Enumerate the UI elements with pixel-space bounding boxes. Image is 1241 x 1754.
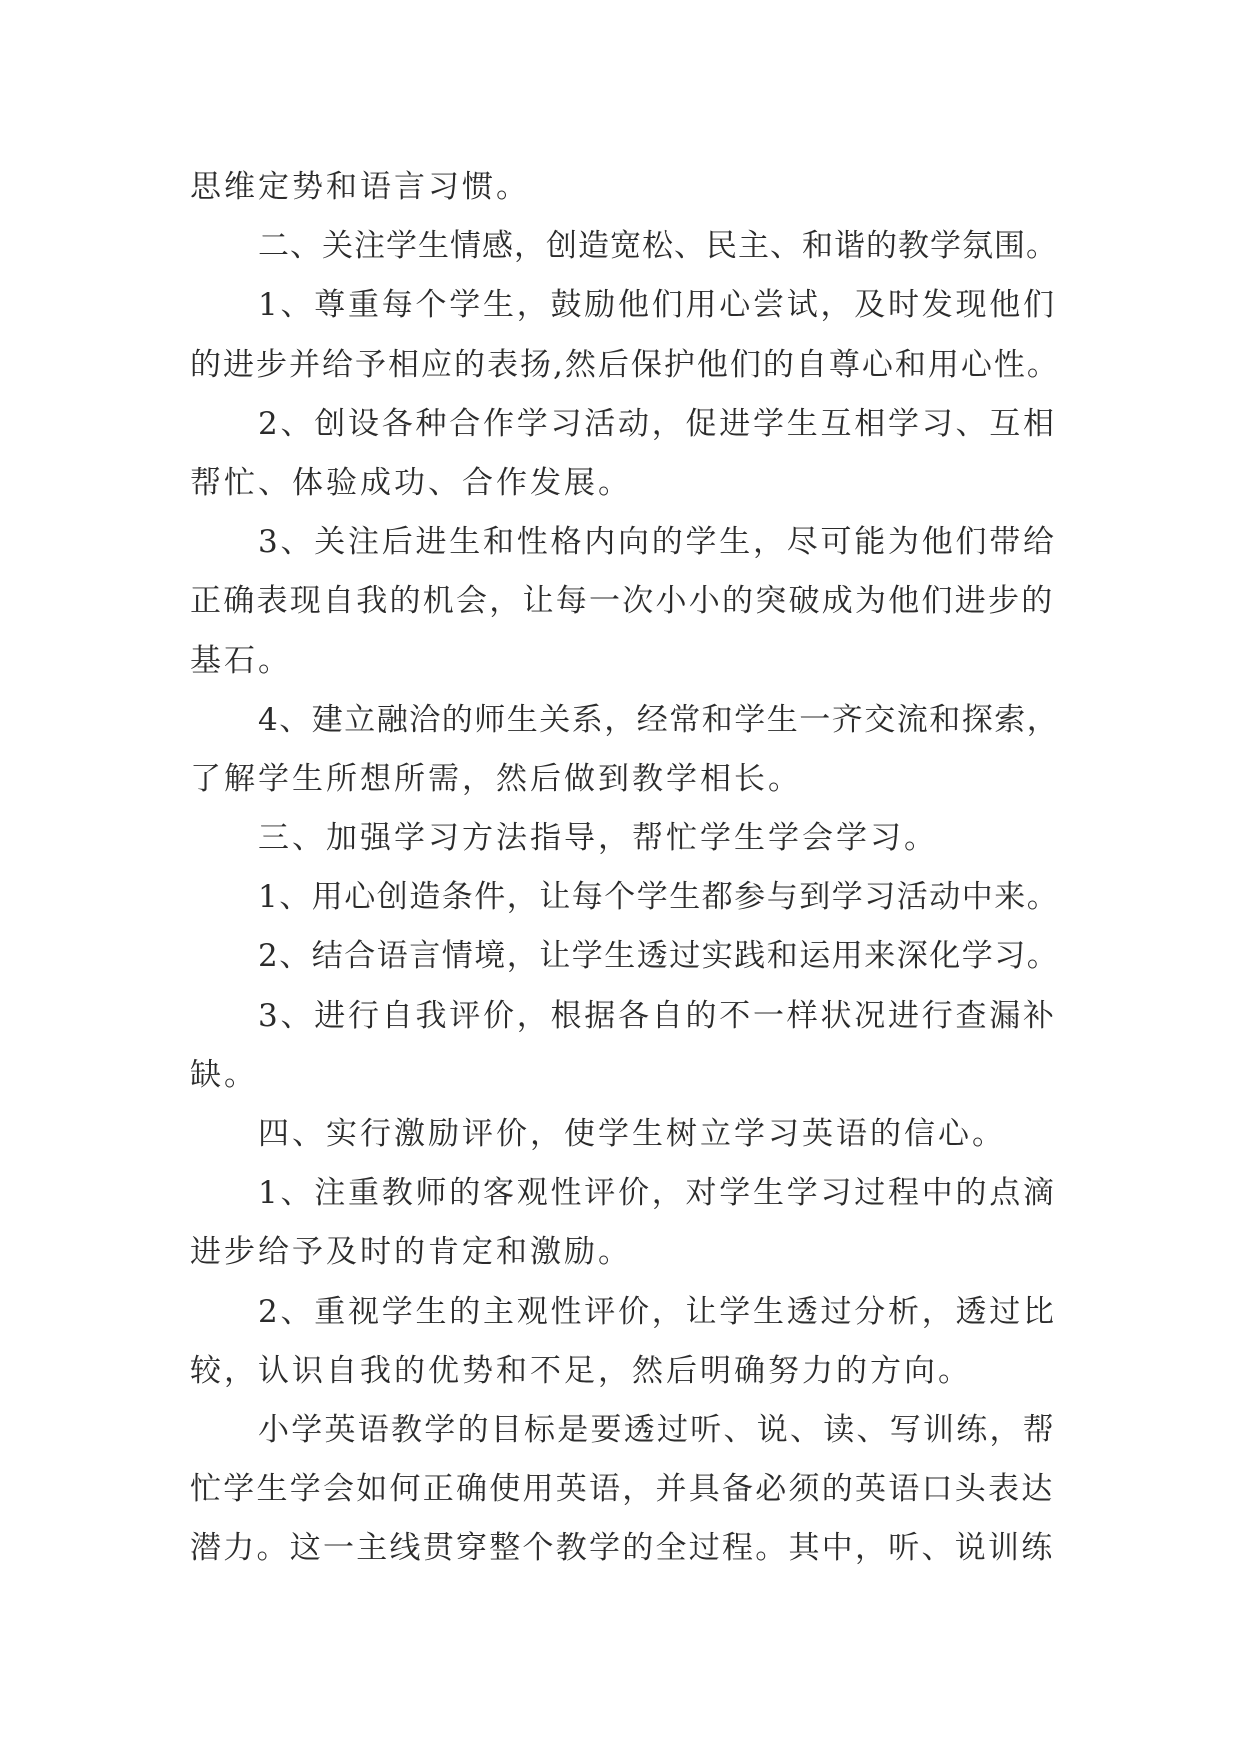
text-line: 进步给予及时的肯定和激励。: [190, 1234, 632, 1271]
text-line: 较，认识自我的优势和不足，然后明确努力的方向。: [190, 1352, 972, 1389]
text-line: 3、关注后进生和性格内向的学生，尽可能为他们带给: [258, 524, 1057, 561]
text-line: 的进步并给予相应的表扬,然后保护他们的自尊心和用心性。: [190, 346, 1060, 383]
text-line: 1、注重教师的客观性评价，对学生学习过程中的点滴: [258, 1175, 1057, 1212]
text-line: 小学英语教学的目标是要透过听、说、读、写训练，帮: [258, 1411, 1056, 1448]
text-line: 2、结合语言情境，让学生透过实践和运用来深化学习。: [258, 938, 1060, 975]
text-line: 基石。: [190, 642, 292, 679]
text-line: 缺。: [190, 1056, 258, 1093]
body-text: [190, 158, 1060, 1579]
text-line: 2、创设各种合作学习活动，促进学生互相学习、互相: [258, 405, 1057, 442]
text-line: 4、建立融洽的师生关系，经常和学生一齐交流和探索，: [258, 701, 1060, 738]
text-line: 正确表现自我的机会，让每一次小小的突破成为他们进步的: [190, 583, 1055, 620]
text-line: 2、重视学生的主观性评价，让学生透过分析，透过比: [258, 1293, 1057, 1330]
text-line: 了解学生所想所需，然后做到教学相长。: [190, 760, 802, 797]
text-line: 思维定势和语言习惯。: [190, 169, 530, 205]
text-line: 1、尊重每个学生，鼓励他们用心尝试，及时发现他们: [258, 287, 1057, 324]
text-line: 忙学生学会如何正确使用英语，并具备必须的英语口头表达: [190, 1471, 1055, 1508]
text-line: 帮忙、体验成功、合作发展。: [190, 464, 632, 501]
text-line: 潜力。这一主线贯穿整个教学的全过程。其中，听、说训练: [190, 1530, 1055, 1567]
text-line: 3、进行自我评价，根据各自的不一样状况进行查漏补: [258, 997, 1057, 1034]
text-line: 1、用心创造条件，让每个学生都参与到学习活动中来。: [258, 879, 1060, 916]
text-line: 四、实行激励评价，使学生树立学习英语的信心。: [258, 1116, 1006, 1152]
text-line: 三、加强学习方法指导，帮忙学生学会学习。: [258, 820, 938, 857]
text-line: 二、关注学生情感，创造宽松、民主、和谐的教学氛围。: [258, 228, 1058, 265]
